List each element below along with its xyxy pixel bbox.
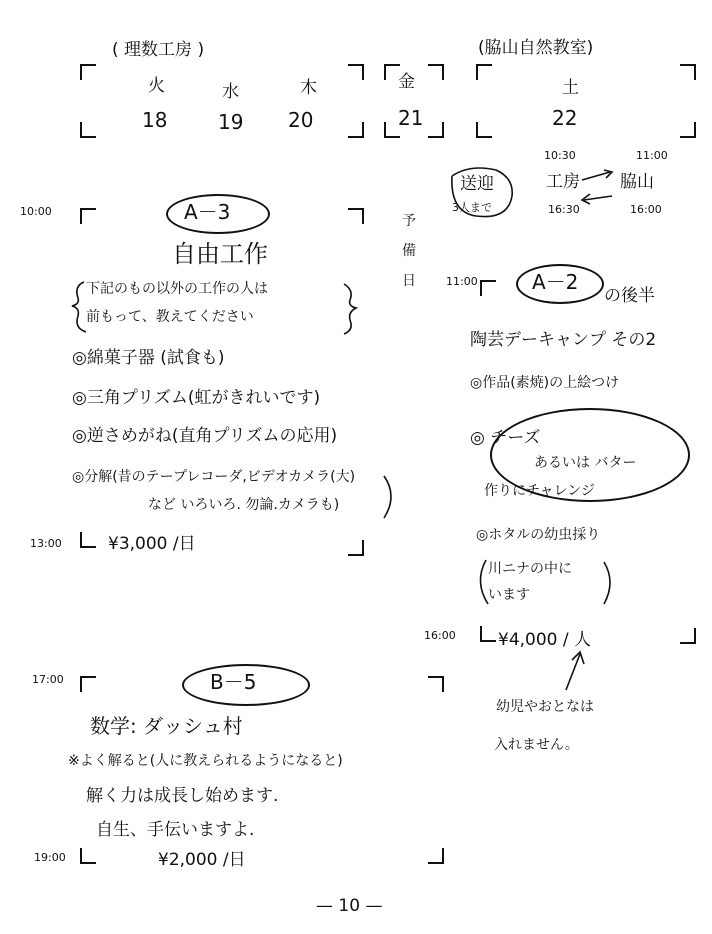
b5-code: B－5 [210, 670, 257, 694]
date-tue: 18 [142, 108, 168, 132]
a2-caveat-line1: 幼児やおとなは [496, 699, 594, 715]
b5-price: ¥2,000 /日 [158, 850, 246, 870]
a2-end-time: 16:00 [424, 629, 456, 642]
a3-note-line2: 前もって、教えてください [86, 309, 254, 325]
a2-item-2-c: 作りにチャレンジ [484, 483, 595, 499]
a2-caveat-line2: 入れません。 [494, 737, 579, 753]
shuttle-time-out-arrive: 11:00 [636, 149, 668, 162]
weekday-sat: 土 [562, 78, 579, 98]
a3-item-3: ◎逆さめがね(直角プリズムの応用) [72, 426, 338, 446]
a2-item-3-note2: います [488, 587, 530, 603]
a3-item-4-cont: など いろいろ. 勿論.カメラも) [148, 497, 340, 513]
a2-item-2-a: ◎ チーズ [470, 428, 541, 448]
shuttle-label: 送迎 [460, 174, 494, 194]
a3-end-time: 13:00 [30, 537, 62, 550]
reserve-day-char-3: 日 [402, 273, 416, 289]
shuttle-time-back-depart: 16:30 [548, 203, 580, 216]
a2-code: A－2 [532, 270, 579, 294]
a2-item-1: ◎作品(素焼)の上絵つけ [470, 375, 620, 391]
reserve-day-char-1: 予 [402, 213, 416, 229]
a3-item-4: ◎分解(昔のテープレコーダ,ビデオカメラ(大) [72, 469, 356, 485]
reserve-day-char-2: 備 [402, 243, 416, 259]
b5-end-time: 19:00 [34, 851, 66, 864]
b5-line3: 自生、手伝いますよ. [96, 820, 255, 840]
weekday-thu: 木 [300, 78, 317, 98]
shuttle-time-out-depart: 10:30 [544, 149, 576, 162]
weekday-fri: 金 [398, 72, 415, 92]
b5-start-time: 17:00 [32, 673, 64, 686]
a2-price: ¥4,000 / 人 [498, 630, 592, 650]
header-left-label: ( 理数工房 ) [112, 40, 205, 60]
weekday-wed: 水 [222, 82, 239, 102]
a3-note-line1: 下記のもの以外の工作の人は [86, 281, 268, 297]
a3-item-1: ◎綿菓子器 (試食も) [72, 348, 225, 368]
header-right-label: (脇山自然教室) [478, 38, 594, 58]
a2-title: 陶芸デーキャンプ その2 [470, 330, 657, 350]
date-sat: 22 [552, 106, 578, 130]
a3-item-2: ◎三角プリズム(虹がきれいです) [72, 388, 321, 408]
a3-price: ¥3,000 /日 [108, 534, 196, 554]
date-wed: 19 [218, 110, 244, 134]
shuttle-time-back-arrive: 16:00 [630, 203, 662, 216]
shuttle-to: 脇山 [620, 172, 654, 192]
a2-item-3: ◎ホタルの幼虫採り [476, 527, 601, 543]
shuttle-from: 工房 [546, 172, 580, 192]
a2-item-2-b: あるいは バター [534, 455, 637, 471]
a3-start-time: 10:00 [20, 205, 52, 218]
b5-title: 数学: ダッシュ村 [90, 714, 243, 738]
a3-title: 自由工作 [172, 240, 268, 268]
date-thu: 20 [288, 108, 314, 132]
a2-item-3-note1: 川ニナの中に [488, 561, 572, 577]
b5-line2: 解く力は成長し始めます. [86, 786, 279, 806]
a2-start-time: 11:00 [446, 275, 478, 288]
b5-line1: ※よく解ると(人に教えられるようになると) [68, 753, 343, 769]
shuttle-note: 3人まで [452, 201, 492, 214]
a3-code: A－3 [184, 200, 231, 224]
a2-suffix: の後半 [604, 286, 655, 306]
page-number: — 10 — [316, 896, 383, 916]
date-fri: 21 [398, 106, 424, 130]
weekday-tue: 火 [148, 76, 165, 96]
